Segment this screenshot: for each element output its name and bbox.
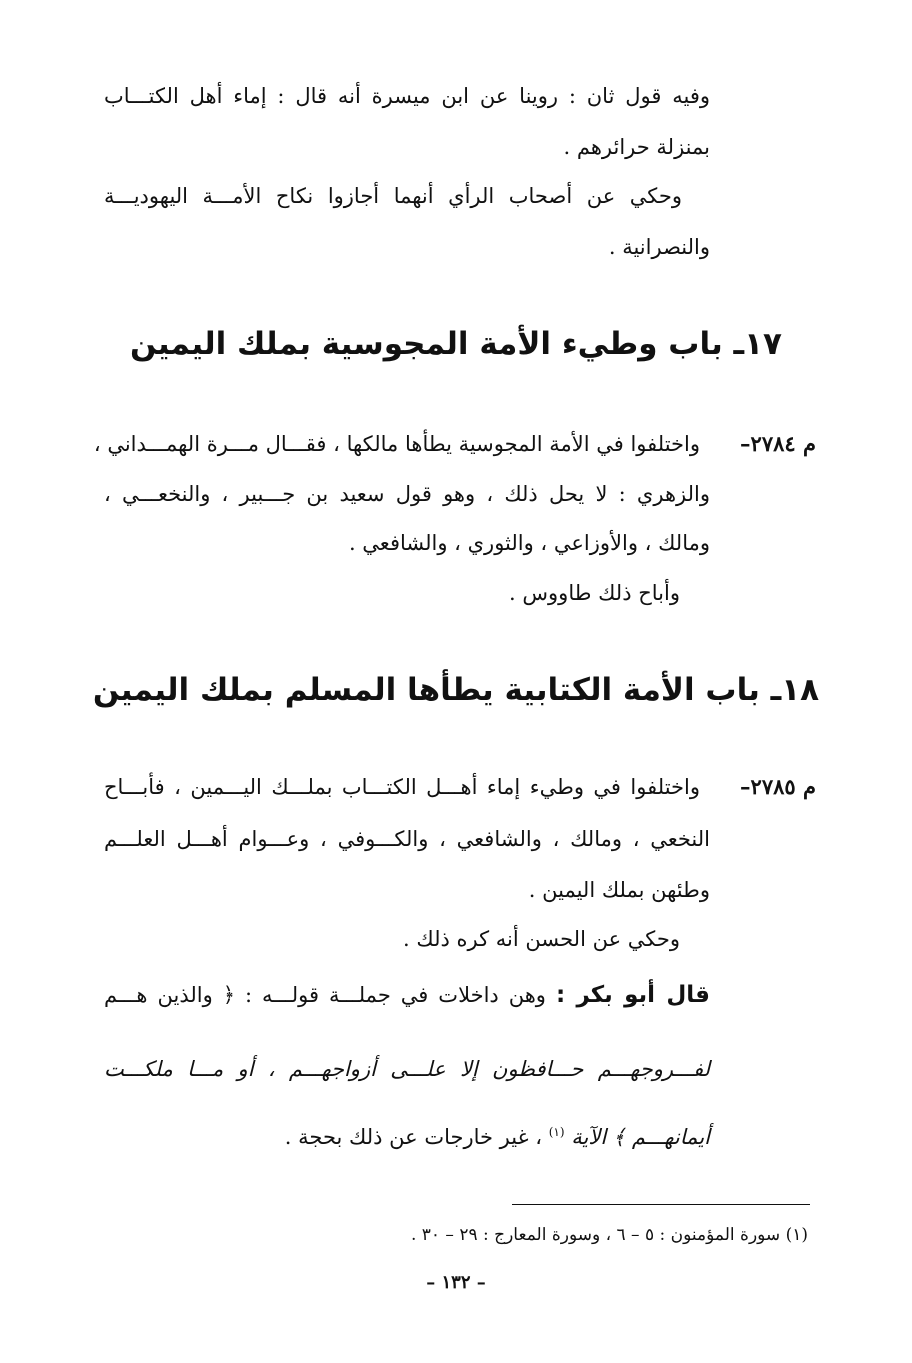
section-18-line-2: النخعي ، ومالك ، والشافعي ، والكـــوفي ، وعـــوام أهـــل العلـــم <box>104 827 710 851</box>
section-18-line-4: وحكي عن الحسن أنه كره ذلك . <box>403 927 680 951</box>
footnote-reference: (١) <box>548 1125 565 1139</box>
intro-line-1: وفيه قول ثان : روينا عن ابن ميسرة أنه قال : إماء أهل الكتـــاب <box>104 84 710 108</box>
section-17-heading: ١٧ـ باب وطيء الأمة المجوسية بملك اليمين <box>130 326 782 362</box>
intro-line-2: بمنزلة حرائرهم . <box>563 135 710 159</box>
page-number: – ١٣٢ – <box>426 1272 486 1293</box>
section-18-line-5 <box>104 980 710 1010</box>
section-18-line-7 <box>285 1117 710 1152</box>
section-18-heading: ١٨ـ باب الأمة الكتابية يطأها المسلم بملك اليمين <box>92 672 820 708</box>
footnote-separator <box>512 1204 810 1205</box>
quran-citation: أيمانهـــم ﴾ الآية <box>571 1125 710 1149</box>
section-18-line-7-text: ، غير خارجات عن ذلك بحجة . <box>284 1125 543 1149</box>
section-18-line-3: وطئهن بملك اليمين . <box>528 878 710 902</box>
section-17-line-1: واختلفوا في الأمة المجوسية يطأها مالكها ، فقـــال مـــرة الهمـــداني ، <box>93 432 700 456</box>
section-18-line-5-text: وهن داخلات في جملـــة قولـــه : ﴿ والذين هـــم <box>104 983 546 1007</box>
author-label: قال أبو بكر : <box>555 982 710 1008</box>
section-17-marker <box>740 429 816 459</box>
footnote: (١) سورة المؤمنون : ٥ – ٦ ، وسورة المعارج : ٢٩ – ٣٠ . <box>410 1225 808 1245</box>
section-18-line-6: لفـــروجهـــم حـــافظون إلا علـــى أزواجهـــم ، أو مـــا ملكـــت <box>104 1057 710 1081</box>
section-17-line-2: والزهري : لا يحل ذلك ، وهو قول سعيد بن جـــبير ، والنخعـــي ، <box>104 482 710 506</box>
intro-line-4: والنصرانية . <box>608 235 710 259</box>
issue-number-2784: م ٢٧٨٤– <box>740 431 816 456</box>
section-18-line-1: واختلفوا في وطيء إماء أهـــل الكتـــاب بملـــك اليـــمين ، فأبـــاح <box>104 775 700 799</box>
section-17-line-3: ومالك ، والأوزاعي ، والثوري ، والشافعي . <box>348 531 710 555</box>
issue-number-2785: م ٢٧٨٥– <box>740 774 816 799</box>
section-17-line-4: وأباح ذلك طاووس . <box>509 581 680 605</box>
intro-line-3: وحكي عن أصحاب الرأي أنهما أجازوا نكاح الأمـــة اليهوديـــة <box>104 184 682 208</box>
section-18-marker <box>740 772 816 802</box>
